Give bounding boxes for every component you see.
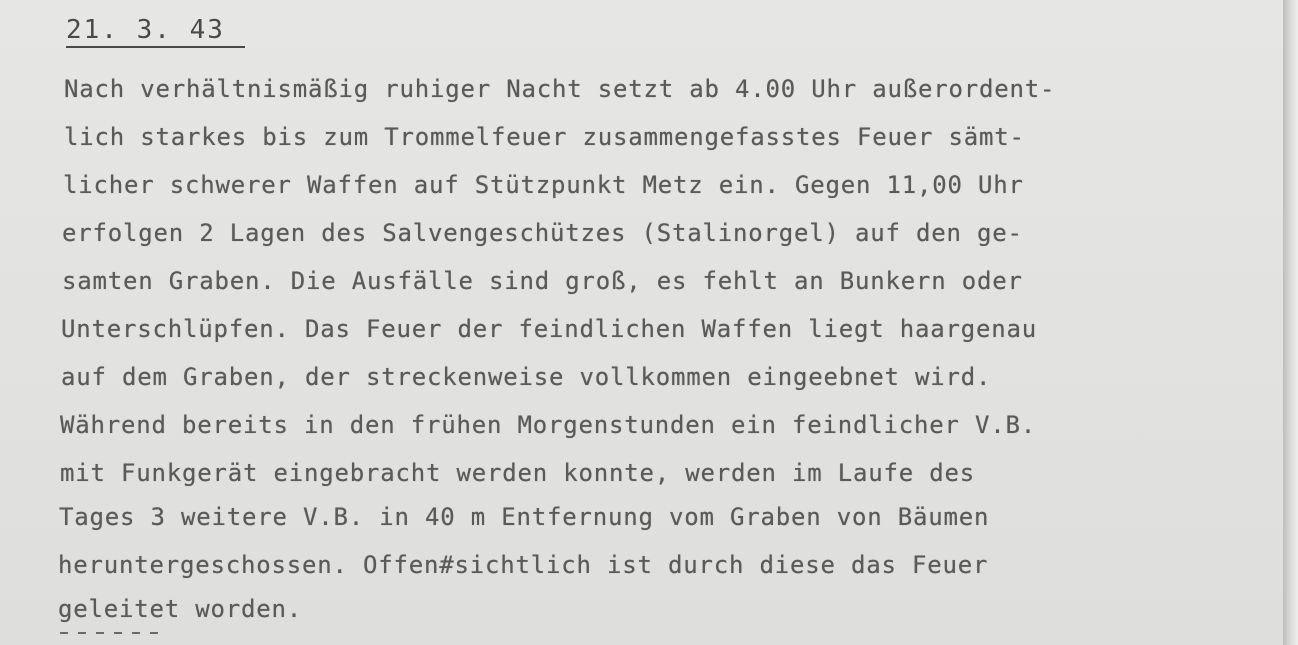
text-line: samten Graben. Die Ausfälle sind groß, es fehlt an Bunkern oder xyxy=(62,267,1023,295)
cropped-next-line xyxy=(60,632,180,645)
text-line: mit Funkgerät eingebracht werden konnte, werden im Laufe des xyxy=(60,459,975,487)
text-line: licher schwerer Waffen auf Stützpunkt Metz ein. Gegen 11,00 Uhr xyxy=(63,171,1024,199)
text-line: Nach verhältnismäßig ruhiger Nacht setzt ab 4.00 Uhr außerordent- xyxy=(64,75,1056,103)
entry-date: 21. 3. 43 xyxy=(66,14,245,48)
text-line: erfolgen 2 Lagen des Salvengeschützes (Stalinorgel) auf den ge- xyxy=(62,219,1023,247)
page-edge xyxy=(1283,0,1298,645)
text-line: Unterschlüpfen. Das Feuer der feindlichen Waffen liegt haargenau xyxy=(61,315,1037,343)
text-line: Während bereits in den frühen Morgenstunden ein feindlicher V.B. xyxy=(60,411,1036,439)
text-line: heruntergeschossen. Offen#sichtlich ist durch diese das Feuer xyxy=(58,551,989,579)
text-line: auf dem Graben, der streckenweise vollkommen eingeebnet wird. xyxy=(61,363,992,391)
text-line: lich starkes bis zum Trommelfeuer zusammengefasstes Feuer sämt- xyxy=(64,123,1025,151)
text-line: geleitet worden. xyxy=(58,595,302,623)
text-line: Tages 3 weitere V.B. in 40 m Entfernung vom Graben von Bäumen xyxy=(59,503,990,531)
